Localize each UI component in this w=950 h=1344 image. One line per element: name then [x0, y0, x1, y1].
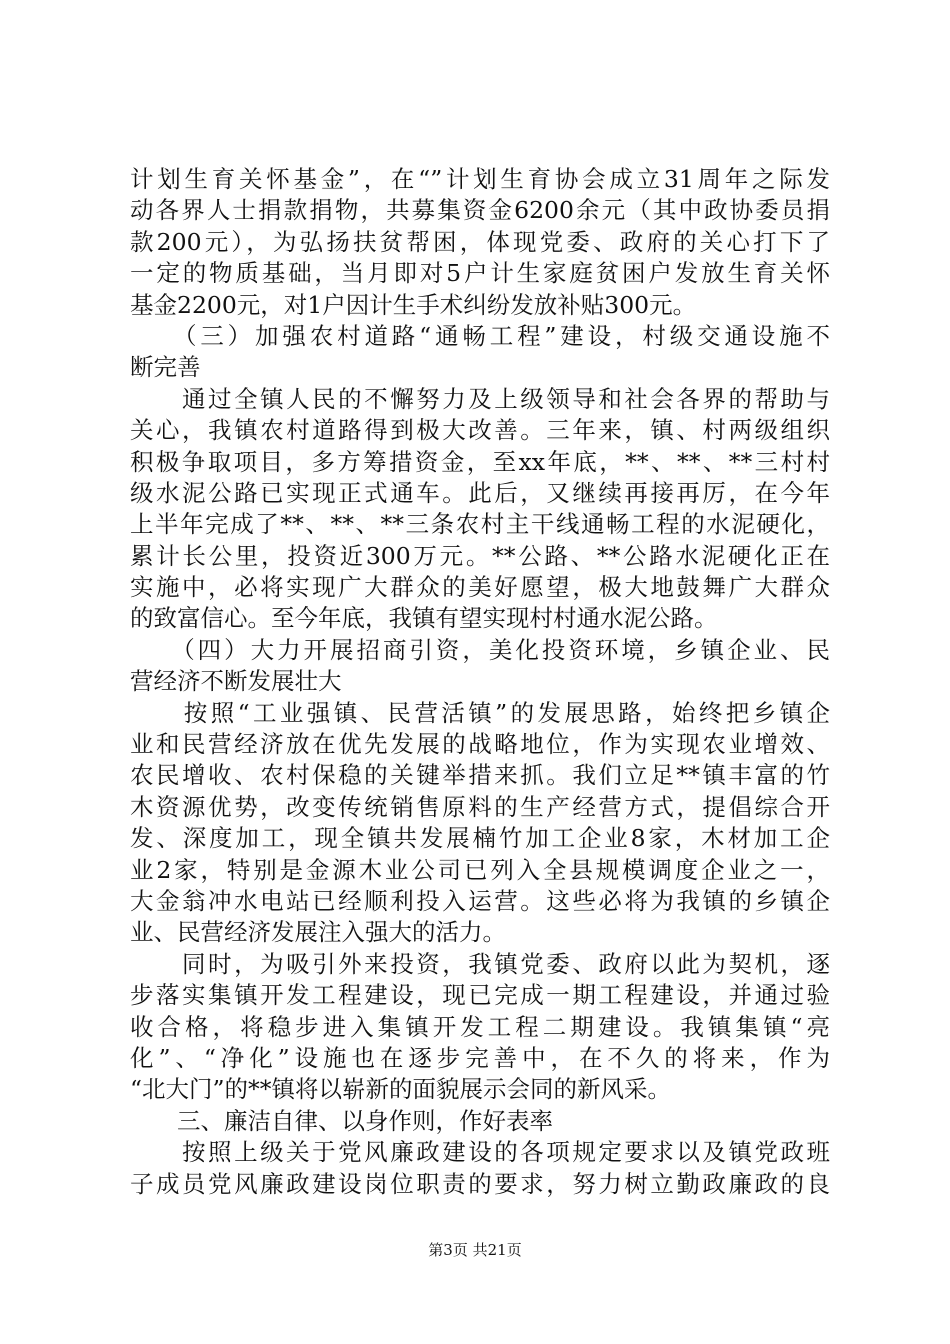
- text-line: 三、廉洁自律、以身作则，作好表率: [130, 1106, 553, 1135]
- text-line: 步落实集镇开发工程建设，现已完成一期工程建设，并通过验: [130, 981, 830, 1010]
- text-line: 计划生育关怀基金”，在“”计划生育协会成立31周年之际发: [130, 165, 830, 193]
- text-line: 营经济不断发展壮大: [130, 667, 342, 696]
- text-line: （三）加强农村道路“通畅工程”建设，村级交通设施不: [130, 321, 830, 350]
- text-line: 断完善: [130, 353, 201, 382]
- text-line: 发、深度加工，现全镇共发展楠竹加工企业8家，木材加工企: [130, 824, 830, 853]
- text-line: 关心，我镇农村道路得到极大改善。三年来，镇、村两级组织: [130, 416, 830, 445]
- text-line: 的致富信心。至今年底，我镇有望实现村村通水泥公路。: [130, 604, 718, 633]
- text-line: 收合格，将稳步进入集镇开发工程二期建设。我镇集镇“亮: [130, 1012, 830, 1041]
- text-line: 上半年完成了**、**、**三条农村主干线通畅工程的水泥硬化，: [130, 510, 830, 539]
- text-line: 一定的物质基础，当月即对5户计生家庭贫困户发放生育关怀: [130, 259, 830, 288]
- text-line: 实施中，必将实现广大群众的美好愿望，极大地鼓舞广大群众: [130, 573, 830, 602]
- text-line: 农民增收、农村保稳的关键举措来抓。我们立足**镇丰富的竹: [130, 761, 830, 790]
- text-line: 按照“工业强镇、民营活镇”的发展思路，始终把乡镇企: [130, 698, 830, 727]
- text-line: （四）大力开展招商引资，美化投资环境，乡镇企业、民: [130, 635, 830, 664]
- text-line: 木资源优势，改变传统销售原料的生产经营方式，提倡综合开: [130, 792, 830, 821]
- text-line: 按照上级关于党风廉政建设的各项规定要求以及镇党政班: [130, 1138, 830, 1167]
- text-line: 款200元），为弘扬扶贫帮困，体现党委、政府的关心打下了: [130, 227, 830, 256]
- text-line: 动各界人士捐款捐物，共募集资金6200余元（其中政协委员捐: [130, 196, 830, 225]
- text-line: 通过全镇人民的不懈努力及上级领导和社会各界的帮助与: [130, 384, 830, 413]
- text-line: 累计长公里，投资近300万元。**公路、**公路水泥硬化正在: [130, 541, 830, 570]
- text-line: 级水泥公路已实现正式通车。此后，又继续再接再厉，在今年: [130, 478, 830, 507]
- text-line: “北大门”的**镇将以崭新的面貌展示会同的新风采。: [130, 1075, 672, 1104]
- document-body: [130, 164, 830, 1200]
- text-line: 子成员党风廉政建设岗位职责的要求，努力树立勤政廉政的良: [130, 1169, 830, 1198]
- text-line: 大金翁冲水电站已经顺利投入运营。这些必将为我镇的乡镇企: [130, 886, 830, 915]
- text-line: 业2家，特别是金源木业公司已列入全县规模调度企业之一，: [130, 855, 830, 884]
- text-line: 同时，为吸引外来投资，我镇党委、政府以此为契机，逐: [130, 949, 830, 978]
- text-line: 业、民营经济发展注入强大的活力。: [130, 918, 506, 947]
- text-line: 基金2200元，对1户因计生手术纠纷发放补贴300元。: [130, 290, 697, 319]
- text-line: 积极争取项目，多方筹措资金，至xx年底，**、**、**三村村: [130, 447, 830, 476]
- text-line: 化”、“净化”设施也在逐步完善中，在不久的将来，作为: [130, 1043, 830, 1072]
- page-footer: 第3页 共21页: [428, 1241, 522, 1259]
- text-line: 业和民营经济放在优先发展的战略地位，作为实现农业增效、: [130, 730, 830, 759]
